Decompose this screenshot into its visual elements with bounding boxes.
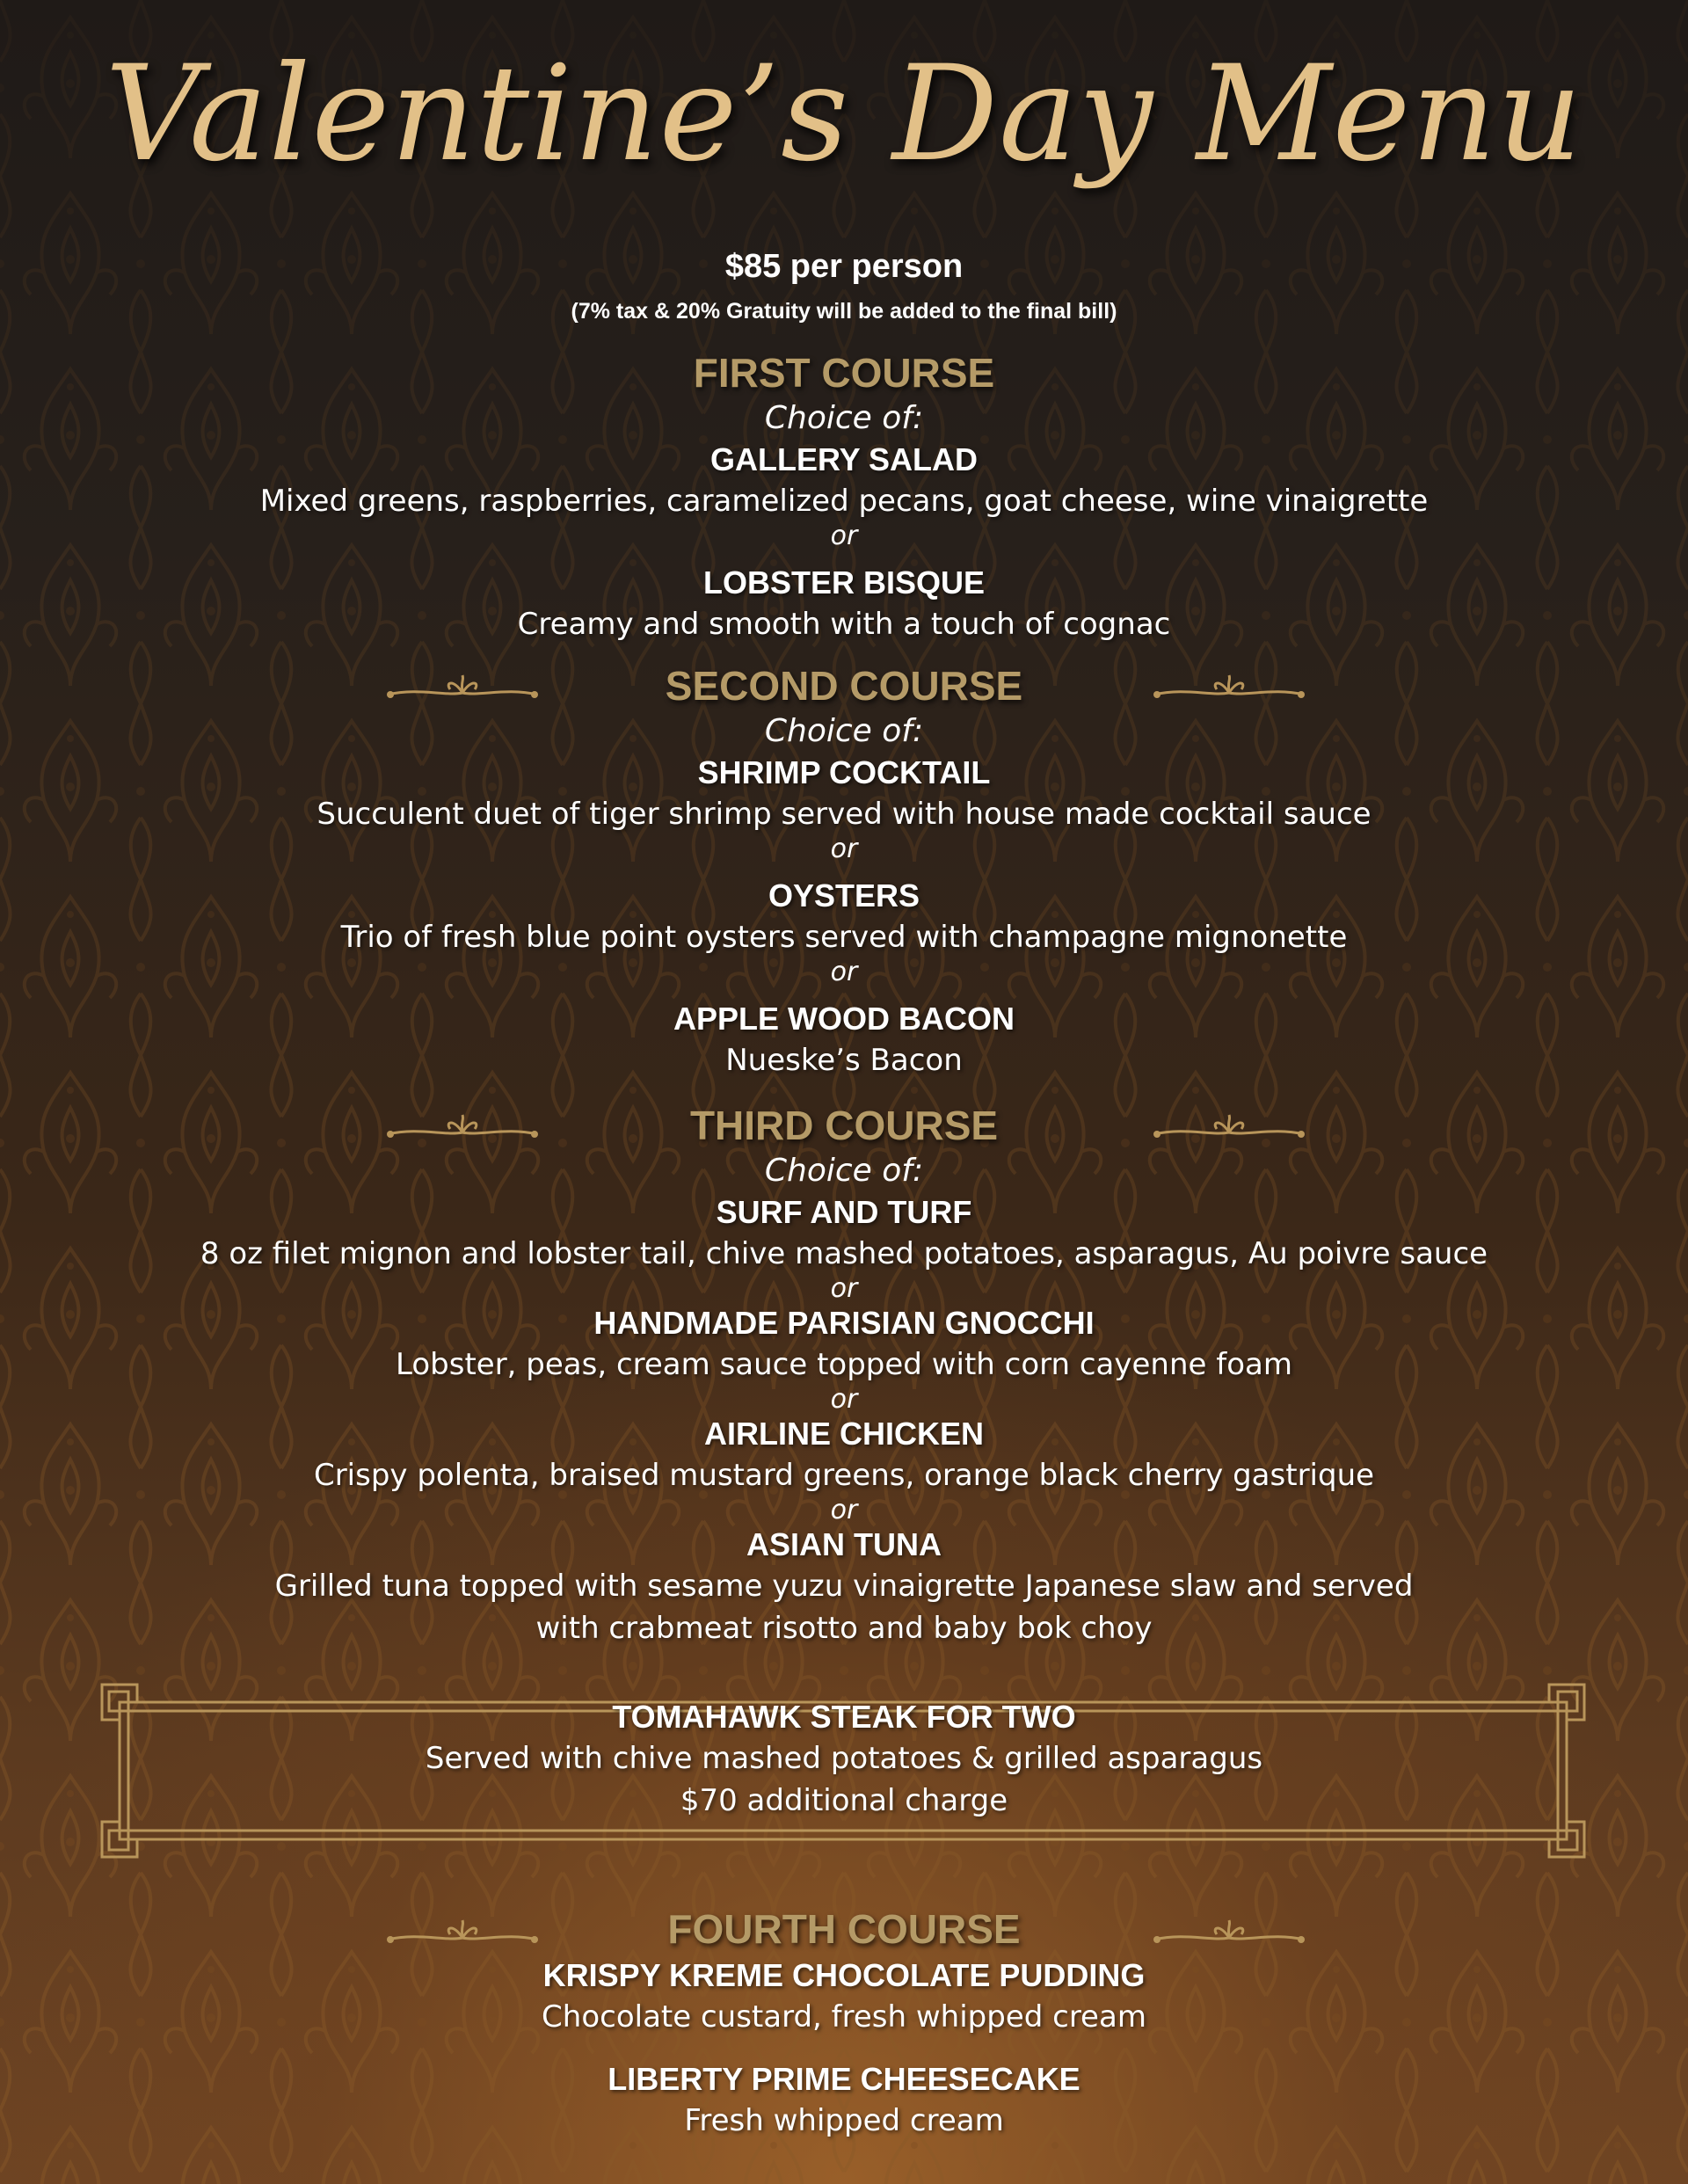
dish-name: ASIAN TUNA (746, 1526, 942, 1562)
or-separator: or (830, 957, 858, 987)
second-course-heading: SECOND COURSE (665, 663, 1023, 709)
dish-name: GALLERY SALAD (709, 441, 978, 477)
special-charge: $70 additional charge (680, 1783, 1008, 1818)
dish-description: Fresh whipped cream (684, 2103, 1004, 2138)
price-per-person: $85 per person (724, 248, 964, 285)
dish-description: Creamy and smooth with a touch of cognac (517, 607, 1171, 642)
second-course-section (0, 661, 1688, 1081)
or-separator: or (830, 1384, 858, 1415)
menu-title: Valentine’s Day Menu (105, 38, 1583, 191)
dish-description: Mixed greens, raspberries, caramelized pecans, goat cheese, wine vinaigrette (259, 484, 1429, 519)
dish-description: Nueske’s Bacon (725, 1043, 963, 1078)
dish-description: Succulent duet of tiger shrimp served with house made cocktail sauce (316, 797, 1372, 832)
first-course-choice: Choice of: (764, 400, 924, 436)
dish-name: HANDMADE PARISIAN GNOCCHI (593, 1305, 1095, 1341)
fourth-course-section (0, 1904, 1688, 2142)
or-separator: or (830, 1495, 858, 1525)
third-course-heading: THIRD COURSE (689, 1103, 999, 1148)
dish-name: APPLE WOOD BACON (673, 1001, 1015, 1037)
dish-description: Chocolate custard, fresh whipped cream (542, 1999, 1146, 2035)
special-dish-name: TOMAHAWK STEAK FOR TWO (612, 1699, 1076, 1735)
dish-name: LIBERTY PRIME CHEESECAKE (608, 2061, 1080, 2097)
dish-description: Trio of fresh blue point oysters served with champagne mignonette (340, 920, 1348, 955)
second-course-choice: Choice of: (764, 713, 924, 749)
first-course-section (0, 348, 1688, 645)
dish-description: 8 oz filet mignon and lobster tail, chive mashed potatoes, asparagus, Au poivre sauce (200, 1236, 1488, 1271)
dish-description: Crispy polenta, braised mustard greens, orange black cherry gastrique (313, 1458, 1375, 1493)
first-course-heading: FIRST COURSE (693, 350, 995, 396)
dish-name: KRISPY KREME CHOCOLATE PUDDING (542, 1957, 1146, 1993)
third-course-section (0, 1101, 1688, 1649)
or-separator: or (830, 1273, 858, 1304)
dish-name: OYSTERS (768, 877, 920, 914)
special-dish-description: Served with chive mashed potatoes & grilled asparagus (425, 1741, 1263, 1776)
or-separator: or (830, 521, 858, 551)
fourth-course-heading: FOURTH COURSE (667, 1906, 1021, 1952)
dish-description: with crabmeat risotto and baby bok choy (535, 1611, 1153, 1646)
dish-name: LOBSTER BISQUE (702, 564, 986, 601)
tax-gratuity-note: (7% tax & 20% Gratuity will be added to the final bill) (571, 299, 1117, 324)
third-course-choice: Choice of: (764, 1153, 924, 1189)
special-offer (0, 1697, 1688, 1822)
dish-description: Grilled tuna topped with sesame yuzu vinaigrette Japanese slaw and served (274, 1569, 1414, 1604)
dish-name: SHRIMP COCKTAIL (697, 754, 991, 790)
dish-name: SURF AND TURF (716, 1194, 972, 1230)
dish-description: Lobster, peas, cream sauce topped with corn cayenne foam (396, 1347, 1292, 1382)
dish-name: AIRLINE CHICKEN (703, 1416, 984, 1452)
or-separator: or (830, 834, 858, 864)
